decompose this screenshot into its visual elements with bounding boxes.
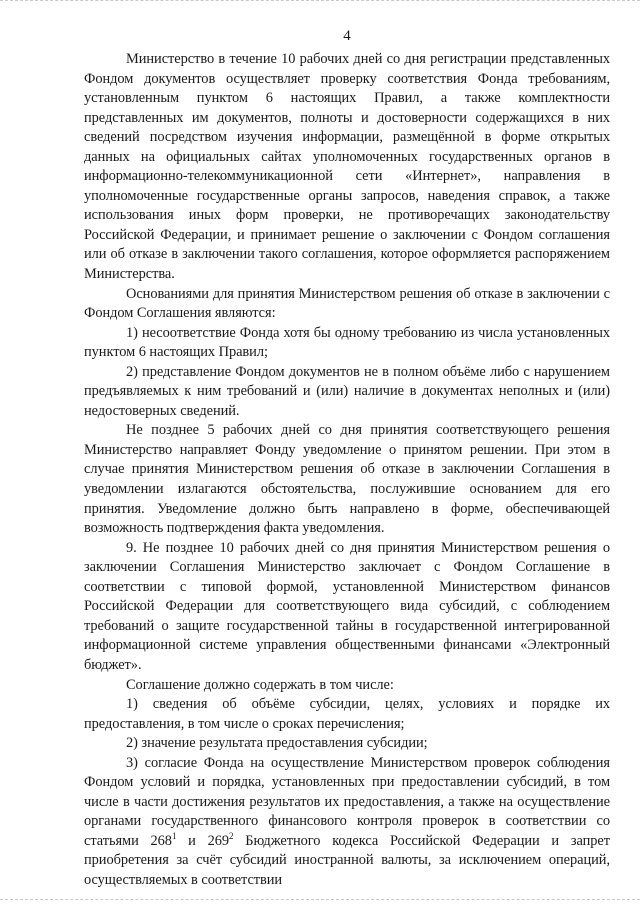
list-item-refusal-2: 2) представление Фондом документов не в полном объёме либо с нарушением предъявляемых к ним требований и (или) наличие в документах неполных и (или) недостоверных сведений. xyxy=(84,363,610,419)
paragraph-refusal-grounds: Основаниями для принятия Министерством решения об отказе в заключении с Фондом Соглашения являются: xyxy=(84,285,610,322)
paragraph-ministry-verification: Министерство в течение 10 рабочих дней со дня регистрации представленных Фондом документов осуществляет проверку соответствия Фонда требованиям, установленным пунктом 6 настоящих Правил, а также комплектности представленных им документов, полноты и достоверности содержащихся в них сведений посредством изучения информации, размещённой в форме открытых данных на официальных сайтах уполномоченных государственных органов в информационно-телекоммуникационной сети «Интернет», направления в уполномоченные государственные органы запросов, наведения справок, а также использования иных форм проверки, не противоречащих законодательству Российской Федерации, и принимает решение о заключении с Фондом соглашения или об отказе в заключении такого соглашения, которое оформляется распоряжением Министерства. xyxy=(84,51,610,283)
scan-edge-top xyxy=(0,0,640,1)
text-segment: и 269 xyxy=(176,832,230,849)
superscript: 1 xyxy=(171,830,177,841)
list-item-agreement-2: 2) значение результата предоставления субсидии; xyxy=(126,735,428,752)
superscript: 2 xyxy=(229,830,234,841)
scan-edge-bottom xyxy=(0,899,640,900)
text-segment: Бюджетного кодекса Российской Федерации и запрет приобретения за счёт субсидий иностранной валюты, за исключением операций, осуществляемых в соответствии xyxy=(84,832,610,888)
paragraph-agreement-contents: Соглашение должно содержать в том числе: xyxy=(126,676,394,693)
page-number: 4 xyxy=(343,28,351,44)
paragraph-notification: Не позднее 5 рабочих дней со дня принятия соответствующего решения Министерство направляет Фонду уведомление о принятом решении. При этом в случае принятия Министерством решения об отказе в заключении Соглашения в уведомлении излагаются обстоятельства, послужившие основанием для его принятия. Уведомление должно быть направлено в форме, обеспечивающей возможность подтверждения факта уведомления. xyxy=(84,422,610,537)
paragraph-section-9: 9. Не позднее 10 рабочих дней со дня принятия Министерством решения о заключении Соглашения Министерство заключает с Фондом Соглашение в соответствии с типовой формой, установленной Министерством финансов Российской Федерации для соответствующего вида субсидий, с соблюдением требований о защите государственной тайны в государственной интегрированной информационной системе управления общественными финансами «Электронный бюджет». xyxy=(84,539,610,673)
list-item-agreement-3 xyxy=(84,754,610,891)
text-segment: 3) согласие Фонда на осуществление Министерством проверок соблюдения Фондом условий и порядка, установленных при предоставлении субсидий, в том числе в части достижения результатов их предоставления, а также на осуществление органами государственного финансового контроля проверок в соответствии со статьями 268 xyxy=(84,754,610,849)
list-item-agreement-1: 1) сведения об объёме субсидии, целях, условиях и порядке их предоставления, в том числе о сроках перечисления; xyxy=(84,696,610,732)
document-page xyxy=(84,26,610,891)
list-item-refusal-1: 1) несоответствие Фонда хотя бы одному требованию из числа установленных пунктом 6 настоящих Правил; xyxy=(84,324,610,361)
